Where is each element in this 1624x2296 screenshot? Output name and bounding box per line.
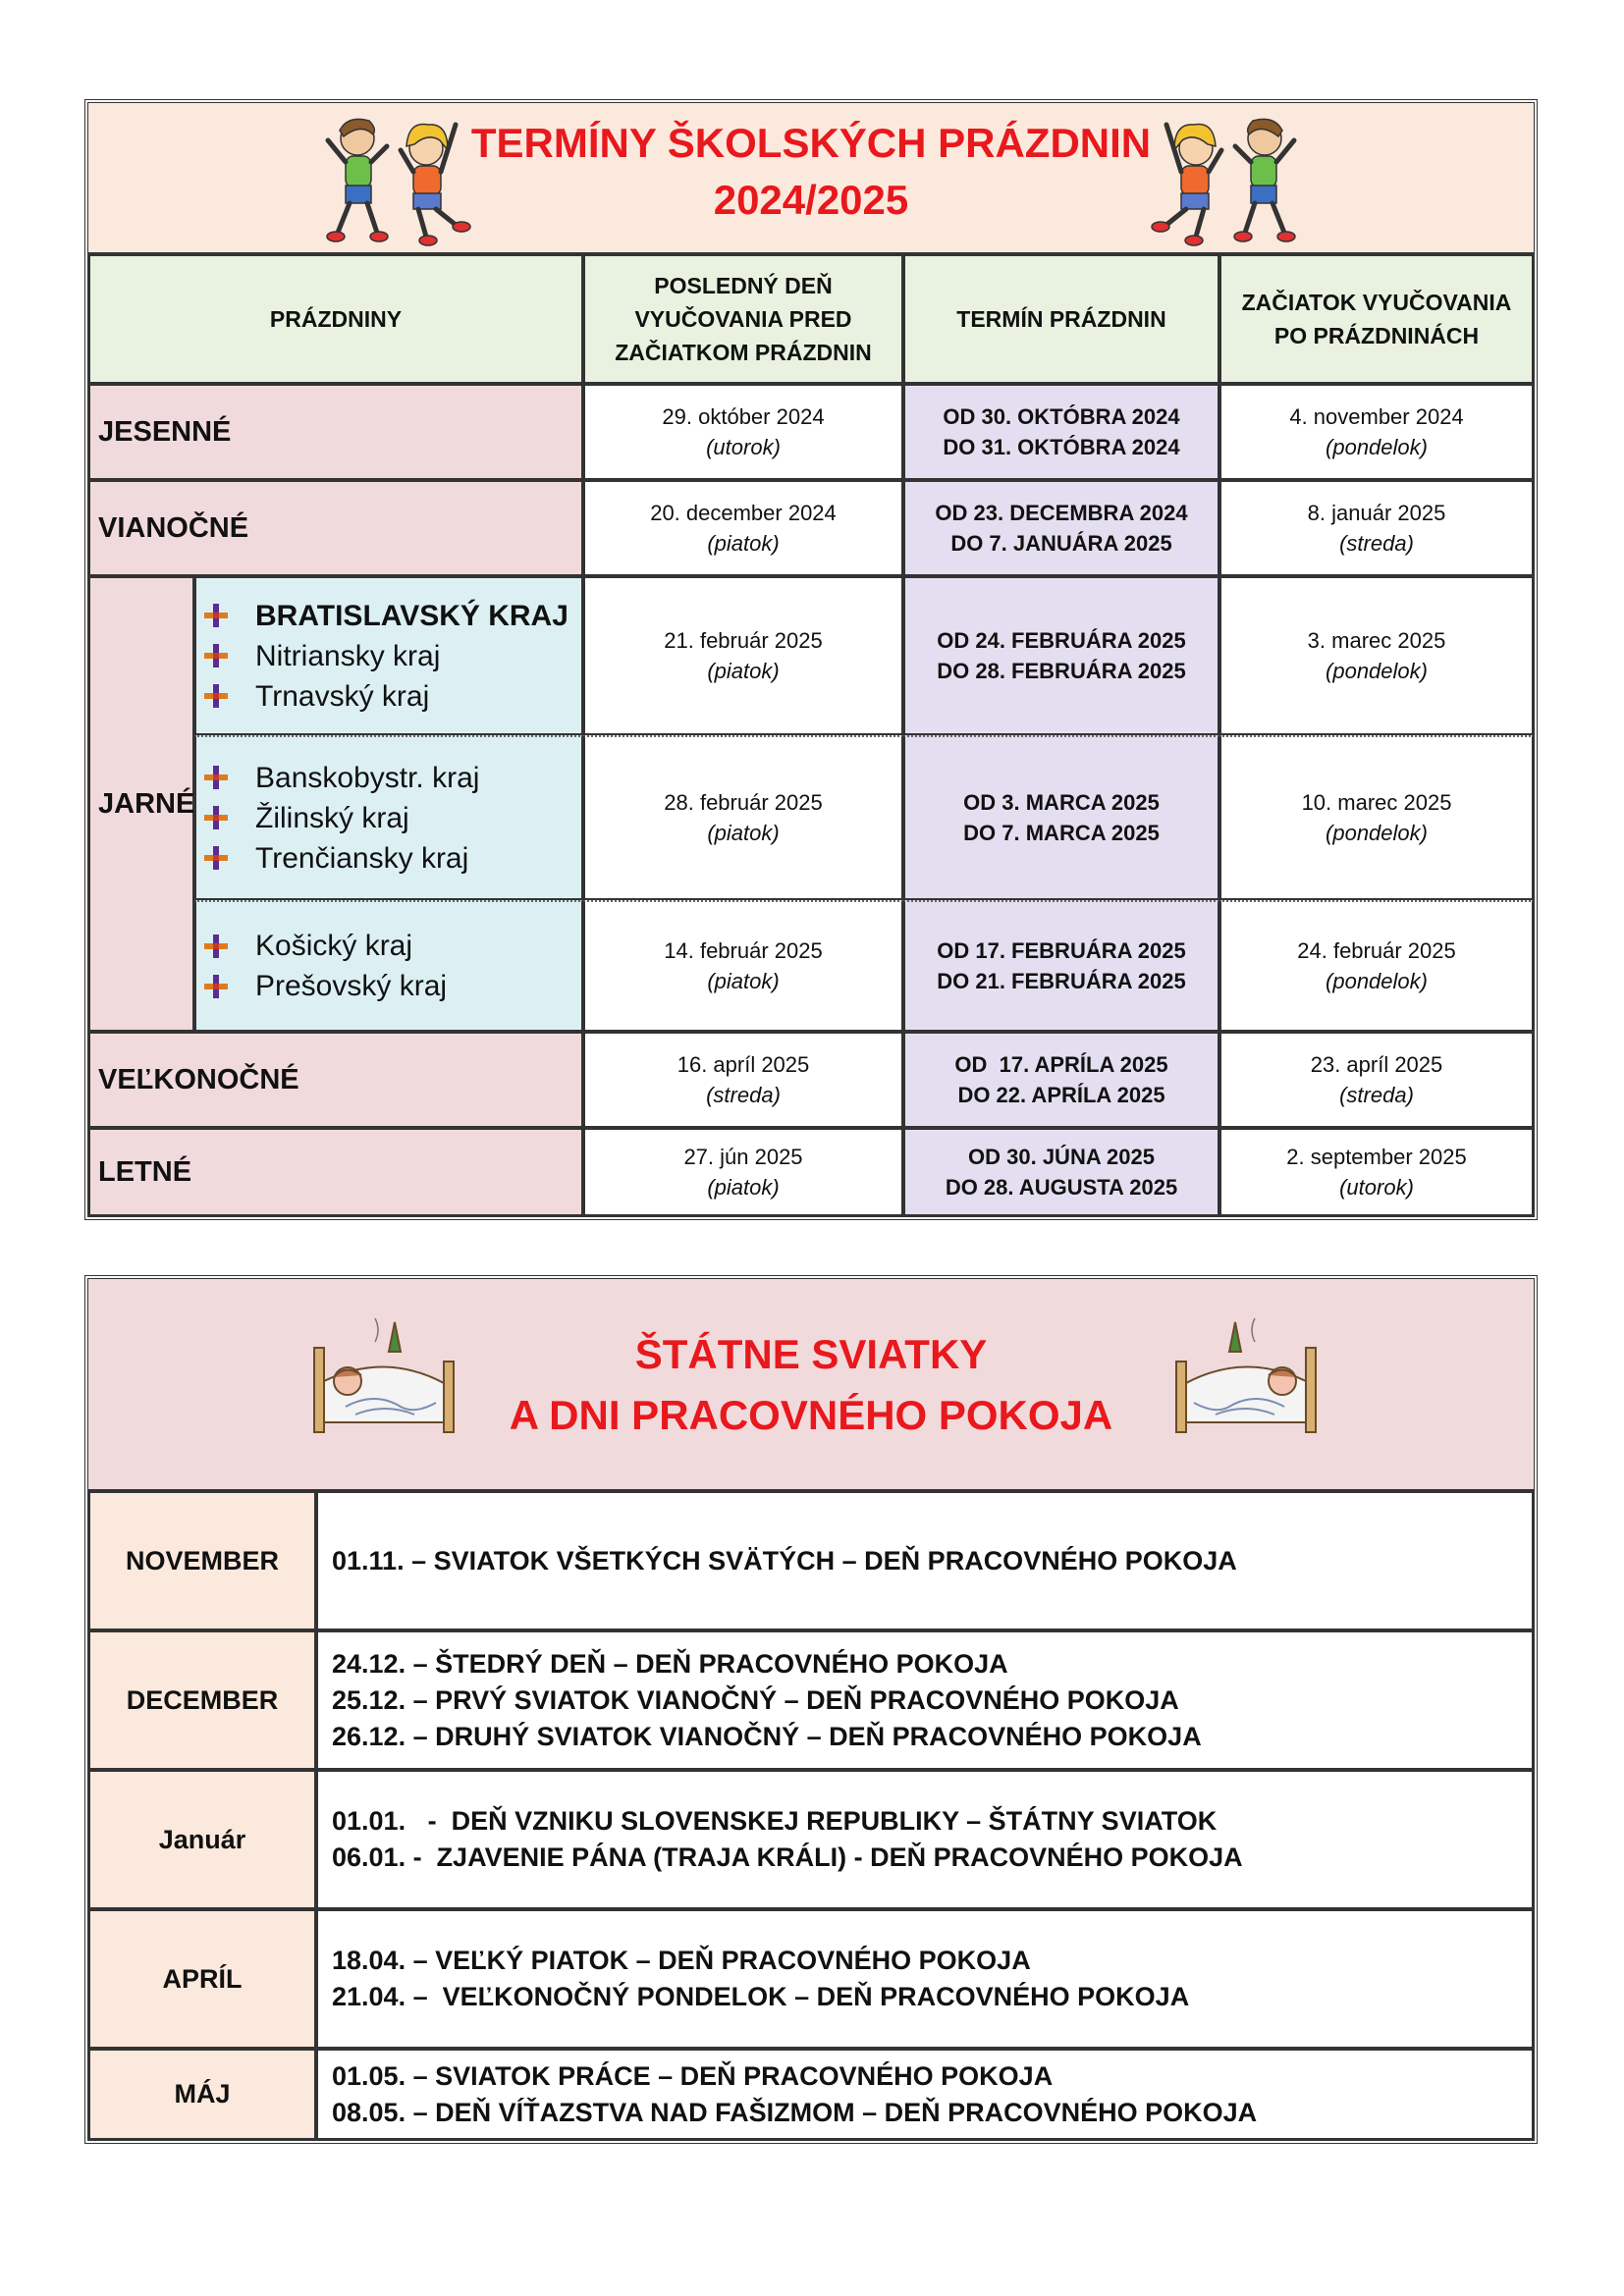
weekday-text: (pondelok) — [1326, 435, 1428, 459]
weekday-text: (utorok) — [1339, 1175, 1414, 1200]
term-to: DO 7. MARCA 2025 — [963, 821, 1160, 845]
bullet-cross-icon — [204, 975, 228, 998]
header-last-day-line: POSLEDNÝ DEŇ — [654, 273, 833, 298]
header-holiday — [88, 254, 583, 384]
bullet-cross-icon — [204, 644, 228, 667]
date-text: 29. október 2024 — [662, 404, 825, 429]
holiday-item: 18.04. – VEĽKÝ PIATOK – DEŇ PRACOVNÉHO POKOJA — [332, 1946, 1031, 1975]
header-last-day-line: VYUČOVANIA PRED — [634, 306, 852, 332]
holidays-april — [316, 1909, 1534, 2049]
bullet-cross-icon — [204, 684, 228, 708]
header-start — [1219, 254, 1534, 384]
weekday-text: (pondelok) — [1326, 659, 1428, 683]
month-label: DECEMBER — [126, 1684, 279, 1715]
date-text: 20. december 2024 — [650, 501, 837, 525]
last-day-autumn — [583, 384, 903, 480]
spring-regions-group-2 — [194, 735, 583, 900]
bullet-cross-icon — [204, 806, 228, 829]
holiday-item: 25.12. – PRVÝ SVIATOK VIANOČNÝ – DEŇ PRACOVNÉHO POKOJA — [332, 1684, 1179, 1715]
weekday-text: (streda) — [1339, 1083, 1414, 1107]
date-text: 21. február 2025 — [664, 628, 823, 653]
month-label: APRÍL — [162, 1963, 243, 1994]
start-christmas — [1219, 480, 1534, 576]
school-holidays-title-bar — [88, 103, 1534, 254]
region-name: Trenčiansky kraj — [255, 841, 469, 875]
title-line-2: 2024/2025 — [713, 177, 909, 223]
row-label-text: JESENNÉ — [98, 415, 232, 448]
date-text: 14. február 2025 — [664, 938, 823, 963]
row-label-easter — [88, 1032, 583, 1128]
header-holiday-text: PRÁZDNINY — [269, 306, 403, 332]
holiday-item: 01.05. – SVIATOK PRÁCE – DEŇ PRACOVNÉHO POKOJA — [332, 2060, 1054, 2091]
term-from: OD 30. JÚNA 2025 — [968, 1145, 1155, 1169]
header-start-line: PO PRÁZDNINÁCH — [1273, 323, 1480, 348]
term-from: OD 30. OKTÓBRA 2024 — [943, 404, 1180, 429]
term-spring-2 — [903, 735, 1219, 900]
header-last-day — [583, 254, 903, 384]
holiday-item: 08.05. – DEŇ VÍŤAZSTVA NAD FAŠIZMOM – DEŇ PRACOVNÉHO POKOJA — [332, 2097, 1258, 2127]
term-to: DO 31. OKTÓBRA 2024 — [943, 435, 1180, 459]
region-item — [204, 636, 581, 676]
term-to: DO 28. AUGUSTA 2025 — [945, 1175, 1178, 1200]
term-to: DO 22. APRÍLA 2025 — [957, 1083, 1165, 1107]
month-december — [88, 1630, 316, 1770]
weekday-text: (streda) — [706, 1083, 781, 1107]
month-april — [88, 1909, 316, 2049]
month-november — [88, 1491, 316, 1630]
school-holidays-title — [88, 115, 1534, 229]
date-text: 3. marec 2025 — [1307, 628, 1446, 653]
term-autumn — [903, 384, 1219, 480]
holiday-item: 21.04. – VEĽKONOČNÝ PONDELOK – DEŇ PRACOVNÉHO POKOJA — [332, 1982, 1190, 2011]
date-text: 24. február 2025 — [1297, 938, 1456, 963]
start-spring-1 — [1219, 576, 1534, 735]
weekday-text: (piatok) — [707, 1175, 780, 1200]
school-holidays-table — [84, 99, 1538, 1220]
spring-regions-group-1 — [194, 576, 583, 735]
date-text: 16. apríl 2025 — [677, 1052, 810, 1077]
region-name: Prešovský kraj — [255, 970, 448, 1002]
holiday-item: 01.11. – SVIATOK VŠETKÝCH SVÄTÝCH – DEŇ PRACOVNÉHO POKOJA — [332, 1545, 1237, 1575]
weekday-text: (utorok) — [706, 435, 781, 459]
row-label-text: VIANOČNÉ — [98, 511, 249, 544]
date-text: 8. január 2025 — [1307, 501, 1446, 525]
start-easter — [1219, 1032, 1534, 1128]
term-from: OD 23. DECEMBRA 2024 — [935, 501, 1188, 525]
row-label-text: LETNÉ — [98, 1155, 192, 1188]
holiday-item: 01.01. - DEŇ VZNIKU SLOVENSKEJ REPUBLIKY – ŠTÁTNY SVIATOK — [332, 1806, 1218, 1836]
term-from: OD 24. FEBRUÁRA 2025 — [937, 628, 1186, 653]
region-name: Banskobystr. kraj — [255, 761, 480, 794]
term-to: DO 21. FEBRUÁRA 2025 — [937, 969, 1186, 993]
public-holidays-title-bar — [88, 1279, 1534, 1491]
weekday-text: (streda) — [1339, 531, 1414, 556]
holidays-january — [316, 1770, 1534, 1909]
weekday-text: (piatok) — [707, 659, 780, 683]
last-day-spring-1 — [583, 576, 903, 735]
date-text: 2. september 2025 — [1286, 1145, 1467, 1169]
row-label-autumn — [88, 384, 583, 480]
month-label: Január — [158, 1824, 246, 1854]
holidays-november — [316, 1491, 1534, 1630]
holiday-item: 06.01. - ZJAVENIE PÁNA (TRAJA KRÁLI) - DEŇ PRACOVNÉHO POKOJA — [332, 1842, 1243, 1872]
spring-regions-group-3 — [194, 900, 583, 1032]
month-label: MÁJ — [174, 2079, 231, 2109]
last-day-spring-3 — [583, 900, 903, 1032]
weekday-text: (pondelok) — [1326, 969, 1428, 993]
title-line-1: TERMÍNY ŠKOLSKÝCH PRÁZDNIN — [470, 120, 1152, 166]
header-term-text: TERMÍN PRÁZDNIN — [956, 306, 1166, 332]
title-line-1: ŠTÁTNE SVIATKY — [634, 1331, 988, 1377]
region-item — [204, 966, 581, 1006]
region-item — [204, 926, 581, 966]
bullet-cross-icon — [204, 934, 228, 958]
term-spring-3 — [903, 900, 1219, 1032]
row-label-summer — [88, 1128, 583, 1216]
region-item — [204, 676, 581, 717]
term-summer — [903, 1128, 1219, 1216]
holiday-item: 26.12. – DRUHÝ SVIATOK VIANOČNÝ – DEŇ PRACOVNÉHO POKOJA — [332, 1721, 1202, 1751]
region-name: Košický kraj — [255, 930, 413, 962]
last-day-easter — [583, 1032, 903, 1128]
region-item — [204, 596, 581, 636]
weekday-text: (piatok) — [707, 531, 780, 556]
public-holidays-table — [84, 1275, 1538, 2144]
last-day-christmas — [583, 480, 903, 576]
row-label-christmas — [88, 480, 583, 576]
term-from: OD 17. FEBRUÁRA 2025 — [937, 938, 1186, 963]
header-start-line: ZAČIATOK VYUČOVANIA — [1241, 290, 1512, 315]
month-may — [88, 2049, 316, 2140]
month-label: NOVEMBER — [125, 1545, 279, 1575]
header-term — [903, 254, 1219, 384]
start-spring-3 — [1219, 900, 1534, 1032]
header-last-day-line: ZAČIATKOM PRÁZDNIN — [615, 340, 872, 365]
bullet-cross-icon — [204, 766, 228, 789]
region-item — [204, 798, 581, 838]
term-to: DO 28. FEBRUÁRA 2025 — [937, 659, 1186, 683]
start-spring-2 — [1219, 735, 1534, 900]
date-text: 4. november 2024 — [1289, 404, 1464, 429]
bullet-cross-icon — [204, 604, 228, 627]
title-line-2: A DNI PRACOVNÉHO POKOJA — [509, 1392, 1113, 1438]
region-item — [204, 838, 581, 879]
region-item — [204, 758, 581, 798]
term-christmas — [903, 480, 1219, 576]
public-holidays-title — [88, 1324, 1534, 1446]
bullet-cross-icon — [204, 846, 228, 870]
region-name: BRATISLAVSKÝ KRAJ — [255, 599, 568, 632]
weekday-text: (piatok) — [707, 969, 780, 993]
term-to: DO 7. JANUÁRA 2025 — [950, 531, 1172, 556]
date-text: 27. jún 2025 — [683, 1145, 803, 1169]
holidays-december — [316, 1630, 1534, 1770]
row-label-text: VEĽKONOČNÉ — [98, 1063, 299, 1095]
region-name: Trnavský kraj — [255, 679, 430, 713]
term-from: OD 17. APRÍLA 2025 — [954, 1052, 1168, 1077]
last-day-spring-2 — [583, 735, 903, 900]
region-name: Nitriansky kraj — [255, 639, 441, 672]
holidays-may — [316, 2049, 1534, 2140]
last-day-summer — [583, 1128, 903, 1216]
term-spring-1 — [903, 576, 1219, 735]
row-label-text: JARNÉ — [98, 787, 195, 820]
term-from: OD 3. MARCA 2025 — [963, 790, 1160, 815]
holiday-item: 24.12. – ŠTEDRÝ DEŇ – DEŇ PRACOVNÉHO POKOJA — [332, 1648, 1008, 1679]
row-label-spring — [88, 576, 194, 1032]
term-easter — [903, 1032, 1219, 1128]
month-january — [88, 1770, 316, 1909]
start-autumn — [1219, 384, 1534, 480]
region-name: Žilinský kraj — [255, 801, 409, 834]
start-summer — [1219, 1128, 1534, 1216]
date-text: 23. apríl 2025 — [1310, 1052, 1443, 1077]
date-text: 28. február 2025 — [664, 790, 823, 815]
date-text: 10. marec 2025 — [1301, 790, 1452, 815]
weekday-text: (pondelok) — [1326, 821, 1428, 845]
weekday-text: (piatok) — [707, 821, 780, 845]
